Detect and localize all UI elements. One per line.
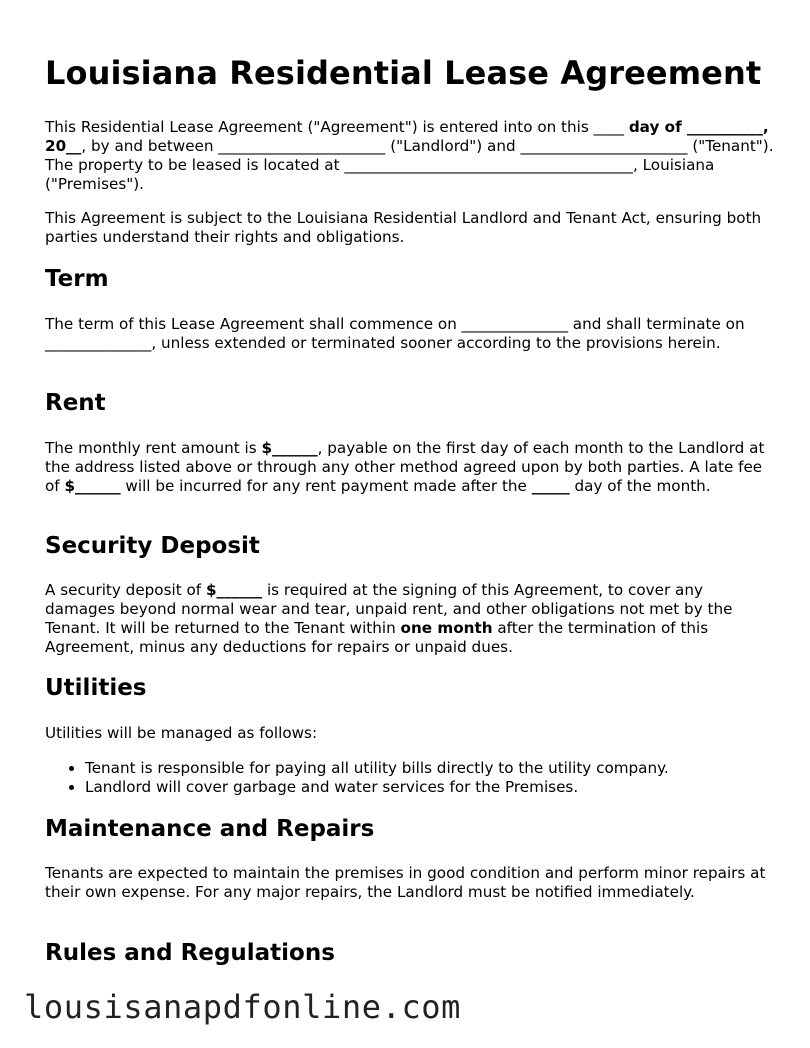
- subject-paragraph: This Agreement is subject to the Louisiana Residential Landlord and Tenant Act, ensuring both parties understand their rights and obligations.: [45, 209, 762, 246]
- document-title: Louisiana Residential Lease Agreement: [45, 54, 762, 92]
- rent-text-1: The monthly rent amount is: [45, 439, 262, 457]
- term-heading: Term: [45, 266, 109, 292]
- utilities-intro: Utilities will be managed as follows:: [45, 724, 318, 742]
- utilities-heading: Utilities: [45, 675, 147, 701]
- security-deposit-heading: Security Deposit: [45, 533, 260, 559]
- term-paragraph: The term of this Lease Agreement shall commence on ______________ and shall terminate on ______________, unless extended or terminated sooner according to the provisions herein.: [45, 315, 745, 352]
- rent-text-4: day of the month.: [569, 477, 711, 495]
- intro-paragraph: [45, 118, 775, 194]
- deposit-return-period: one month: [400, 619, 493, 637]
- rent-heading: Rent: [45, 390, 106, 416]
- deposit-text-3: after the termination of this Agreement, minus any deductions for repairs or unpaid dues.: [45, 619, 709, 656]
- watermark: lousisanapdfonline.com: [24, 988, 462, 1026]
- intro-text-1: This Residential Lease Agreement ("Agreement") is entered into on this ____: [45, 118, 629, 136]
- deposit-amount-blank: $______: [205, 581, 263, 599]
- intro-date-blank: day of __________, 20__: [45, 118, 769, 155]
- late-fee-blank: $______: [64, 477, 121, 495]
- rent-paragraph: [45, 439, 775, 496]
- rent-text-2: , payable on the first day of each month to the Landlord at the address listed above or through any other method agreed upon by both parties. A late fee of: [45, 439, 765, 495]
- rules-heading: Rules and Regulations: [45, 940, 335, 966]
- late-day-blank: _____: [531, 477, 570, 495]
- maintenance-heading: Maintenance and Repairs: [45, 816, 375, 842]
- deposit-text-2: is required at the signing of this Agreement, to cover any damages beyond normal wear and tear, unpaid rent, and other obligations not met by the Tenant. It will be returned to the Tenant within: [45, 581, 733, 637]
- maintenance-paragraph: Tenants are expected to maintain the premises in good condition and perform minor repairs at their own expense. For any major repairs, the Landlord must be notified immediately.: [45, 864, 766, 901]
- deposit-text-1: A security deposit of: [45, 581, 206, 599]
- intro-text-2: , by and between ______________________ ("Landlord") and ______________________ ("Tenant"). The property to be leased is located at ______________________________________, Louisiana ("Premises").: [45, 137, 774, 193]
- rent-amount-blank: $______: [261, 439, 318, 457]
- rent-text-3: will be incurred for any rent payment made after the: [120, 477, 532, 495]
- list-item: • Tenant is responsible for paying all utility bills directly to the utility company.: [85, 759, 775, 778]
- list-item: • Landlord will cover garbage and water services for the Premises.: [85, 778, 775, 797]
- security-deposit-paragraph: [45, 581, 775, 657]
- utilities-list: [45, 759, 775, 797]
